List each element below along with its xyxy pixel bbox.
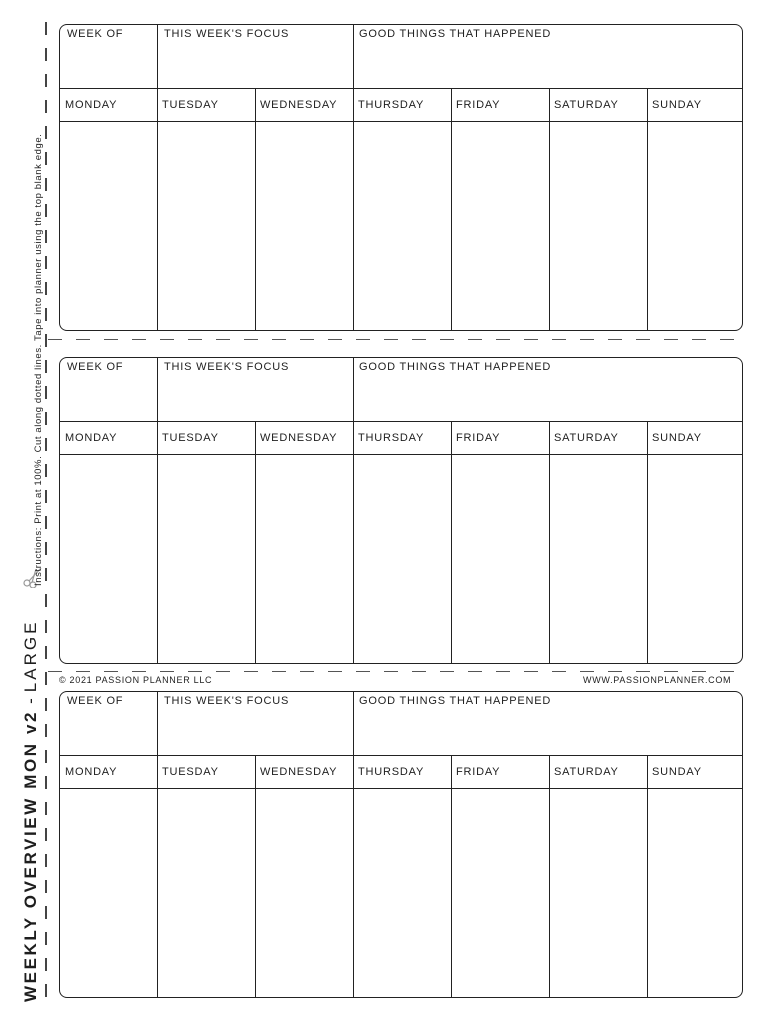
day-label-thursday: THURSDAY	[358, 432, 425, 444]
day-cell-monday	[60, 455, 157, 664]
day-cell-tuesday	[157, 455, 255, 664]
day-label-friday: FRIDAY	[456, 432, 501, 444]
planner-size: LARGE	[21, 619, 40, 693]
day-cell-wednesday	[255, 789, 353, 998]
day-cell-saturday	[549, 122, 647, 331]
good-things-label: GOOD THINGS THAT HAPPENED	[359, 695, 552, 707]
weekly-panel-1	[59, 24, 743, 331]
header-divider	[157, 25, 158, 88]
week-of-label: WEEK OF	[67, 361, 124, 373]
day-label-saturday: SATURDAY	[554, 432, 619, 444]
day-label-wednesday: WEDNESDAY	[260, 432, 338, 444]
day-label-saturday: SATURDAY	[554, 766, 619, 778]
day-label-thursday: THURSDAY	[358, 99, 425, 111]
day-label-monday: MONDAY	[65, 766, 118, 778]
day-cell-sunday	[647, 455, 743, 664]
day-cell-wednesday	[255, 122, 353, 331]
day-cell-thursday	[353, 455, 451, 664]
day-cell-thursday	[353, 122, 451, 331]
day-label-tuesday: TUESDAY	[162, 99, 219, 111]
week-of-label: WEEK OF	[67, 695, 124, 707]
day-cell-friday	[451, 789, 549, 998]
planner-title: WEEKLY OVERVIEW MON v2	[21, 709, 40, 1002]
day-label-monday: MONDAY	[65, 432, 118, 444]
weeks-focus-label: THIS WEEK'S FOCUS	[164, 361, 290, 373]
side-title	[15, 532, 47, 1002]
day-label-sunday: SUNDAY	[652, 432, 702, 444]
day-cell-tuesday	[157, 789, 255, 998]
print-instructions: Instructions: Print at 100%. Cut along dotted lines. Tape into planner using the top blank edge.	[32, 133, 44, 586]
day-cell-friday	[451, 455, 549, 664]
day-cell-sunday	[647, 122, 743, 331]
good-things-label: GOOD THINGS THAT HAPPENED	[359, 361, 552, 373]
weeks-focus-label: THIS WEEK'S FOCUS	[164, 28, 290, 40]
day-label-sunday: SUNDAY	[652, 766, 702, 778]
day-cell-saturday	[549, 455, 647, 664]
header-divider	[157, 358, 158, 421]
header-divider	[353, 358, 354, 421]
day-label-monday: MONDAY	[65, 99, 118, 111]
week-of-label: WEEK OF	[67, 28, 124, 40]
day-label-wednesday: WEDNESDAY	[260, 766, 338, 778]
copyright-text: © 2021 PASSION PLANNER LLC	[59, 675, 213, 685]
weekly-panel-3	[59, 691, 743, 998]
day-cell-monday	[60, 789, 157, 998]
day-label-thursday: THURSDAY	[358, 766, 425, 778]
weeks-focus-label: THIS WEEK'S FOCUS	[164, 695, 290, 707]
weekly-panel-2	[59, 357, 743, 664]
day-cell-saturday	[549, 789, 647, 998]
day-label-sunday: SUNDAY	[652, 99, 702, 111]
header-divider	[157, 692, 158, 755]
day-label-friday: FRIDAY	[456, 766, 501, 778]
day-label-friday: FRIDAY	[456, 99, 501, 111]
title-separator: -	[21, 698, 40, 704]
day-cell-wednesday	[255, 455, 353, 664]
header-divider	[353, 25, 354, 88]
cut-line	[48, 671, 748, 672]
day-label-wednesday: WEDNESDAY	[260, 99, 338, 111]
day-label-saturday: SATURDAY	[554, 99, 619, 111]
website-text: WWW.PASSIONPLANNER.COM	[583, 675, 732, 685]
day-cell-monday	[60, 122, 157, 331]
day-cell-thursday	[353, 789, 451, 998]
day-label-tuesday: TUESDAY	[162, 766, 219, 778]
day-cell-friday	[451, 122, 549, 331]
day-cell-sunday	[647, 789, 743, 998]
cut-line	[48, 339, 748, 340]
good-things-label: GOOD THINGS THAT HAPPENED	[359, 28, 552, 40]
day-cell-tuesday	[157, 122, 255, 331]
header-divider	[353, 692, 354, 755]
day-label-tuesday: TUESDAY	[162, 432, 219, 444]
